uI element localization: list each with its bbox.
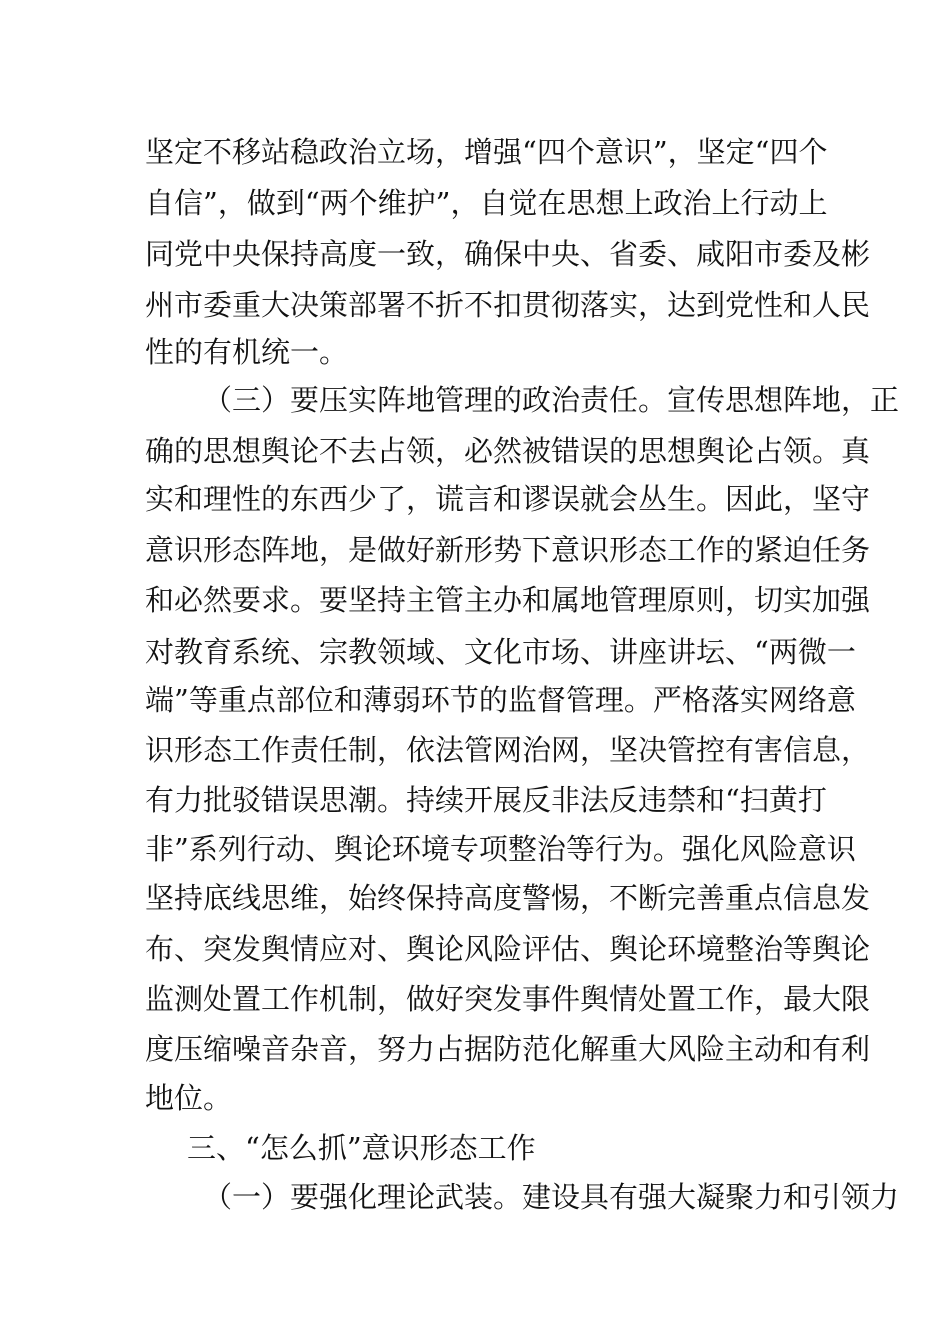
text-line: 确的思想舆论不去占领，必然被错误的思想舆论占领。真 <box>145 434 871 468</box>
text-line: 坚持底线思维，始终保持高度警惕，不断完善重点信息发 <box>145 881 871 915</box>
text-line: 州市委重大决策部署不折不扣贯彻落实，达到党性和人民 <box>145 288 871 322</box>
text-line: 地位。 <box>145 1081 233 1115</box>
text-line: 有力批驳错误思潮。持续开展反非法反违禁和“扫黄打 <box>145 783 827 817</box>
paragraph-heading-line: （一）要强化理论武装。建设具有强大凝聚力和引领力 <box>203 1180 900 1214</box>
text-line: 和必然要求。要坚持主管主办和属地管理原则，切实加强 <box>145 583 871 617</box>
text-line: 识形态工作责任制，依法管网治网，坚决管控有害信息， <box>145 733 871 767</box>
text-line: 坚定不移站稳政治立场，增强“四个意识”，坚定“四个 <box>145 135 828 169</box>
section-heading: 三、“怎么抓”意识形态工作 <box>187 1131 536 1165</box>
text-line: 监测处置工作机制，做好突发事件舆情处置工作，最大限 <box>145 982 871 1016</box>
text-line: 度压缩噪音杂音，努力占据防范化解重大风险主动和有利 <box>145 1032 871 1066</box>
text-line: 非”系列行动、舆论环境专项整治等行为。强化风险意识 <box>145 832 856 866</box>
text-line: 同党中央保持高度一致，确保中央、省委、咸阳市委及彬 <box>145 237 871 271</box>
text-line: 意识形态阵地，是做好新形势下意识形态工作的紧迫任务 <box>145 533 871 567</box>
text-line: 端”等重点部位和薄弱环节的监督管理。严格落实网络意 <box>145 683 856 717</box>
text-line: 对教育系统、宗教领域、文化市场、讲座讲坛、“两微一 <box>145 635 856 669</box>
text-line: 实和理性的东西少了，谎言和谬误就会丛生。因此，坚守 <box>145 482 871 516</box>
text-line: 布、突发舆情应对、舆论风险评估、舆论环境整治等舆论 <box>145 932 871 966</box>
text-line: 性的有机统一。 <box>145 335 349 369</box>
text-line: 自信”，做到“两个维护”，自觉在思想上政治上行动上 <box>145 186 828 220</box>
paragraph-heading-line: （三）要压实阵地管理的政治责任。宣传思想阵地，正 <box>203 383 900 417</box>
